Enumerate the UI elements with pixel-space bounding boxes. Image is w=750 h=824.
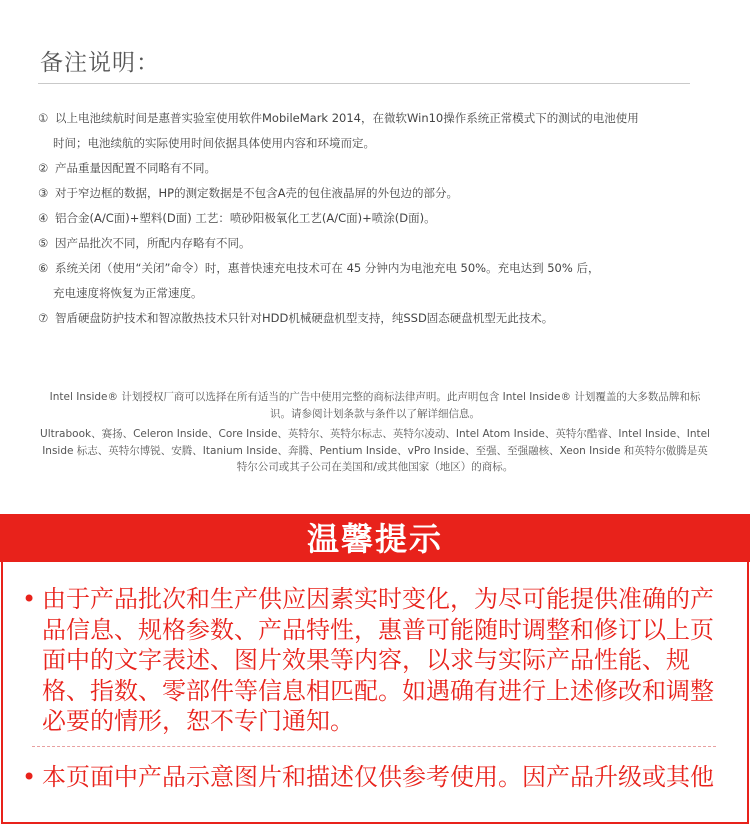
note-item (38, 306, 718, 331)
note-item (38, 156, 718, 181)
intel-legal-statement: Intel Inside® 计划授权厂商可以选择在所有适当的广告中使用完整的商标法律声明。此声明包含 Intel Inside® 计划覆盖的大多数品牌和标识。请参阅计划条款与条件以了解详细信息。 (49, 391, 701, 420)
note-text: 系统关闭（使用“关闭”命令）时，惠普快速充电技术可在 45 分钟内为电池充电 50%。充电达到 50% 后， (55, 261, 600, 275)
warm-tip-item (22, 584, 722, 737)
note-text-continued: 充电速度将恢复为正常速度。 (53, 286, 203, 300)
warm-tip-item (22, 762, 722, 793)
note-text: 对于窄边框的数据，HP的测定数据是不包含A壳的包住液晶屏的外包边的部分。 (55, 186, 458, 200)
note-number: ① (38, 111, 49, 125)
note-text: 产品重量因配置不同略有不同。 (55, 161, 216, 175)
intel-trademark-notice: Ultrabook、赛扬、Celeron Inside、Core Inside、英特尔、英特尔标志、英特尔凌动、Intel Atom Inside、英特尔酷睿、Intel Inside、Intel Inside 标志、英特尔博锐、安腾、Itanium Inside、奔腾、Pentium Inside、vPro Inside、至强、至强融核、Xeon Inside 和英特尔傲腾是英特尔公司或其子公司在美国和/或其他国家（地区）的商标。 (40, 428, 710, 473)
notes-title: 备注说明： (40, 50, 160, 76)
note-number: ③ (38, 186, 49, 200)
note-item (38, 256, 718, 306)
notes-list (38, 106, 718, 331)
warm-tip-title: 温馨提示 (306, 520, 443, 558)
note-number: ⑦ (38, 311, 49, 325)
note-item (38, 231, 718, 256)
note-number: ④ (38, 211, 49, 225)
bullet-icon: • (22, 763, 37, 791)
note-number: ⑥ (38, 261, 49, 275)
note-text: 铝合金(A/C面)+塑料(D面) 工艺：喷砂阳极氧化工艺(A/C面)+喷涂(D面)。 (55, 211, 436, 225)
dashed-divider (32, 746, 716, 747)
note-number: ⑤ (38, 236, 49, 250)
bullet-icon: • (22, 585, 37, 613)
warm-tip-text: 本页面中产品示意图片和描述仅供参考使用。因产品升级或其他 (42, 763, 714, 791)
note-item (38, 206, 718, 231)
warm-tip-text: 由于产品批次和生产供应因素实时变化，为尽可能提供准确的产品信息、规格参数、产品特性，惠普可能随时调整和修订以上页面中的文字表述、图片效果等内容，以求与实际产品性能、规格、指数、零部件等信息相匹配。如遇确有进行上述修改和调整必要的情形，恕不专门通知。 (42, 585, 714, 735)
note-number: ② (38, 161, 49, 175)
note-text: 智盾硬盘防护技术和智凉散热技术只针对HDD机械硬盘机型支持，纯SSD固态硬盘机型无此技术。 (55, 311, 554, 325)
note-item (38, 181, 718, 206)
note-text: 以上电池续航时间是惠普实验室使用软件MobileMark 2014，在微软Win10操作系统正常模式下的测试的电池使用 (55, 111, 639, 125)
notes-divider (38, 83, 690, 84)
note-text-continued: 时间；电池续航的实际使用时间依据具体使用内容和环境而定。 (53, 136, 375, 150)
note-item (38, 106, 718, 156)
note-text: 因产品批次不同，所配内存略有不同。 (55, 236, 251, 250)
